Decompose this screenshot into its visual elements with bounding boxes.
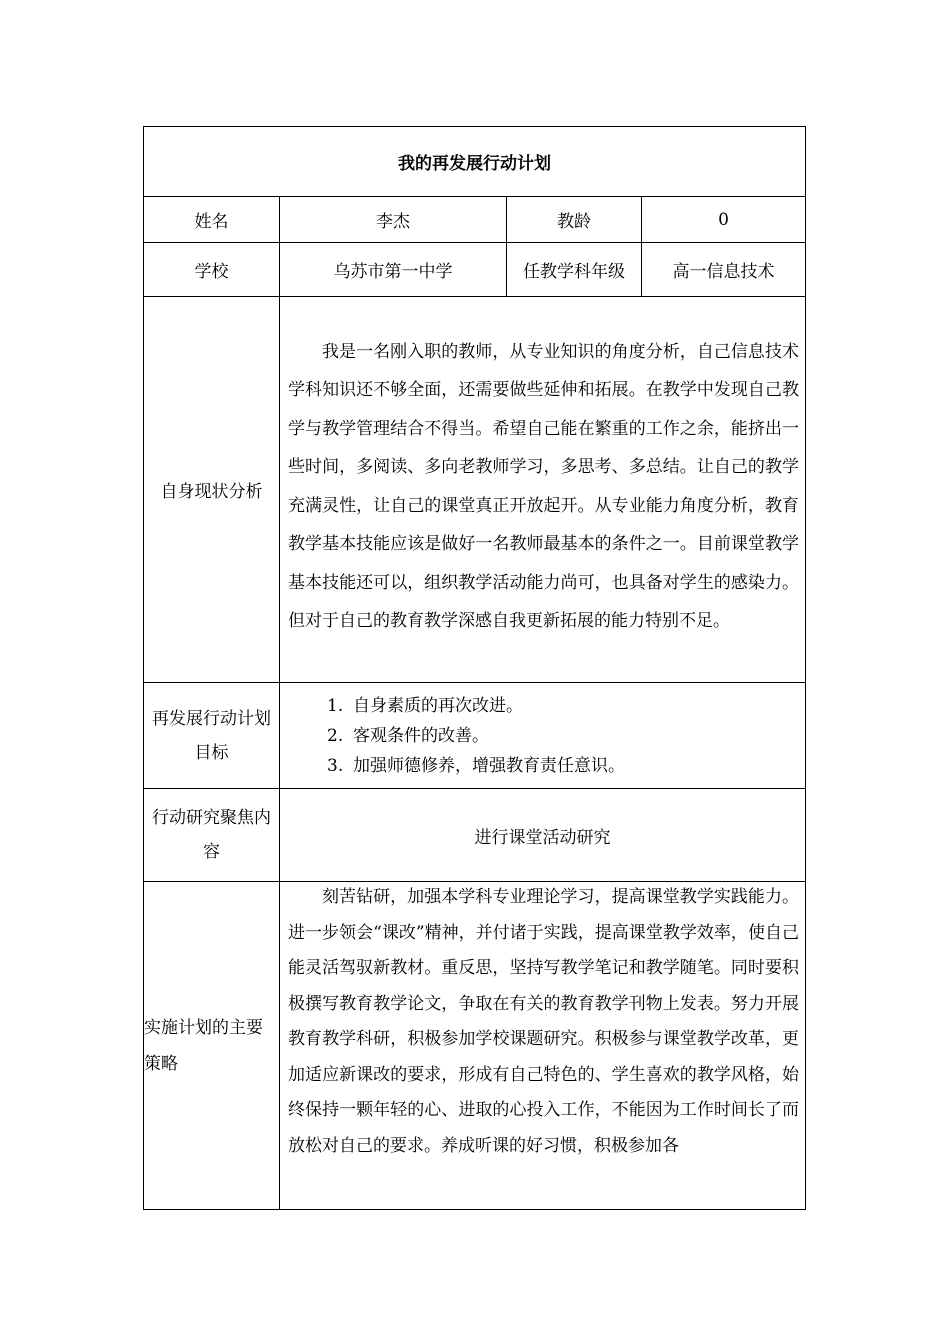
- goals-label: 再发展行动计划目标: [144, 683, 280, 789]
- list-item: 3. 加强师德修养，增强教育责任意识。: [327, 755, 625, 776]
- school-label: 学校: [144, 243, 280, 297]
- page-title: 我的再发展行动计划: [144, 127, 806, 197]
- plan-table: [143, 126, 806, 1210]
- list-item: 1. 自身素质的再次改进。: [327, 695, 523, 716]
- strategy-text: 刻苦钻研，加强本学科专业理论学习，提高课堂教学实践能力。进一步领会“课改”精神，并付诸于实践，提高课堂教学效率，使自己能灵活驾驭新教材。重反思，坚持写教学笔记和教学随笔。同时要积极撰写教育教学论文，争取在有关的教育教学刊物上发表。努力开展教育教学科研，积极参加学校课题研究。积极参与课堂教学改革，更加适应新课改的要求，形成有自己特色的、学生喜欢的教学风格，始终保持一颗年轻的心、进取的心投入工作，不能因为工作时间长了而放松对自己的要求。养成听课的好习惯，积极参加各: [288, 887, 799, 1156]
- analysis-cell: [280, 297, 806, 683]
- years-value: 0: [642, 197, 806, 243]
- school-value: 乌苏市第一中学: [280, 243, 507, 297]
- name-label: 姓名: [144, 197, 280, 243]
- subject-label: 任教学科年级: [507, 243, 642, 297]
- subject-value: 高一信息技术: [642, 243, 806, 297]
- focus-value: 进行课堂活动研究: [280, 789, 806, 882]
- focus-label: 行动研究聚焦内容: [144, 789, 280, 882]
- years-label: 教龄: [507, 197, 642, 243]
- analysis-label: 自身现状分析: [144, 297, 280, 683]
- name-value: 李杰: [280, 197, 507, 243]
- strategy-label: 实施计划的主要策略: [144, 882, 280, 1210]
- goals-list: [280, 691, 805, 781]
- strategy-cell: [280, 882, 806, 1210]
- analysis-text: 我是一名刚入职的教师，从专业知识的角度分析，自己信息技术学科知识还不够全面，还需要做些延伸和拓展。在教学中发现自己教学与教学管理结合不得当。希望自己能在繁重的工作之余，能挤出一些时间，多阅读、多向老教师学习，多思考、多总结。让自己的教学充满灵性，让自己的课堂真正开放起开。从专业能力角度分析，教育教学基本技能应该是做好一名教师最基本的条件之一。目前课堂教学基本技能还可以，组织教学活动能力尚可，也具备对学生的感染力。但对于自己的教育教学深感自我更新拓展的能力特别不足。: [288, 341, 799, 631]
- goals-cell: [280, 683, 806, 789]
- list-item: 2. 客观条件的改善。: [327, 725, 489, 746]
